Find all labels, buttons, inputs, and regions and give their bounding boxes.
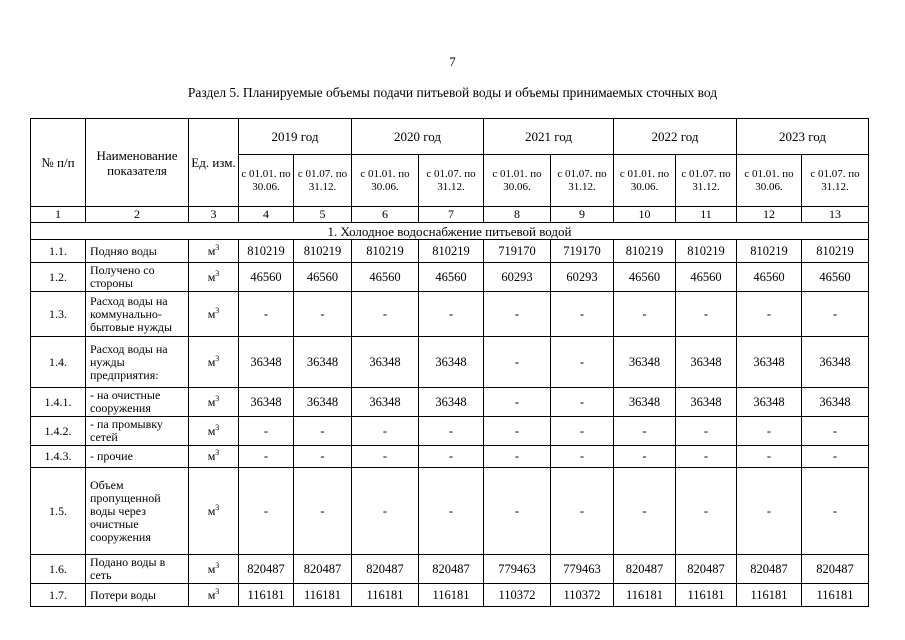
column-number: 2 (86, 207, 189, 223)
value-cell: - (551, 292, 614, 337)
value-cell: 116181 (352, 584, 419, 607)
unit-base: м (207, 394, 216, 409)
value-cell: - (239, 292, 294, 337)
value-cell: 116181 (419, 584, 484, 607)
page-number: 7 (449, 54, 456, 69)
table-row (31, 584, 869, 607)
value-cell: 820487 (676, 555, 737, 584)
column-number: 12 (737, 207, 802, 223)
row-number: 1.4.3. (31, 446, 86, 468)
value-cell: - (737, 417, 802, 446)
table-row (31, 337, 869, 388)
year-header-row (31, 119, 869, 155)
unit-cell (189, 468, 239, 555)
column-number: 8 (484, 207, 551, 223)
unit-base: м (207, 423, 216, 438)
unit-exponent: 3 (215, 502, 220, 512)
section-row (31, 223, 869, 240)
row-number: 1.3. (31, 292, 86, 337)
value-cell: - (484, 468, 551, 555)
unit-exponent: 3 (215, 560, 220, 570)
value-cell: - (551, 337, 614, 388)
value-cell: 46560 (614, 263, 676, 292)
value-cell: 116181 (294, 584, 352, 607)
year-header: 2021 год (484, 119, 614, 155)
column-number: 1 (31, 207, 86, 223)
value-cell: - (419, 417, 484, 446)
value-cell: - (419, 446, 484, 468)
unit-cell (189, 240, 239, 263)
value-cell: - (239, 468, 294, 555)
value-cell: 116181 (676, 584, 737, 607)
table-row (31, 292, 869, 337)
value-cell: - (551, 468, 614, 555)
unit-cell (189, 417, 239, 446)
value-cell: 810219 (294, 240, 352, 263)
value-cell: 116181 (802, 584, 869, 607)
unit-base: м (207, 243, 216, 258)
value-cell: 36348 (676, 388, 737, 417)
value-cell: 110372 (484, 584, 551, 607)
unit-exponent: 3 (215, 268, 220, 278)
table-row (31, 388, 869, 417)
value-cell: 36348 (737, 337, 802, 388)
value-cell: 60293 (484, 263, 551, 292)
column-number: 4 (239, 207, 294, 223)
value-cell: - (352, 417, 419, 446)
table-row (31, 468, 869, 555)
value-cell: 810219 (676, 240, 737, 263)
section-title: 1. Холодное водоснабжение питьевой водой (31, 223, 869, 240)
period-header: с 01.07. по 31.12. (551, 155, 614, 207)
row-number: 1.4.2. (31, 417, 86, 446)
unit-exponent: 3 (215, 353, 220, 363)
unit-exponent: 3 (215, 586, 220, 596)
value-cell: - (294, 292, 352, 337)
unit-base: м (207, 449, 216, 463)
unit-cell (189, 388, 239, 417)
value-cell: - (484, 292, 551, 337)
value-cell: 810219 (419, 240, 484, 263)
column-number: 5 (294, 207, 352, 223)
row-number: 1.7. (31, 584, 86, 607)
value-cell: - (294, 417, 352, 446)
period-header: с 01.01. по 30.06. (737, 155, 802, 207)
column-number: 10 (614, 207, 676, 223)
year-header: 2023 год (737, 119, 869, 155)
value-cell: - (737, 468, 802, 555)
unit-base: м (207, 354, 216, 369)
value-cell: - (239, 417, 294, 446)
value-cell: 116181 (614, 584, 676, 607)
unit-exponent: 3 (215, 448, 220, 457)
value-cell: - (614, 417, 676, 446)
period-header: с 01.07. по 31.12. (419, 155, 484, 207)
period-header: с 01.01. по 30.06. (614, 155, 676, 207)
water-volume-table (30, 118, 869, 607)
value-cell: - (551, 446, 614, 468)
value-cell: 36348 (676, 337, 737, 388)
value-cell: - (239, 446, 294, 468)
value-cell: 820487 (294, 555, 352, 584)
column-number: 6 (352, 207, 419, 223)
table-row (31, 263, 869, 292)
indicator-name: Подняо воды (86, 240, 189, 263)
unit-base: м (207, 561, 216, 576)
period-header: с 01.01. по 30.06. (239, 155, 294, 207)
value-cell: - (614, 446, 676, 468)
value-cell: 810219 (614, 240, 676, 263)
indicator-name: - прочие (86, 446, 189, 468)
value-cell: 46560 (239, 263, 294, 292)
value-cell: 36348 (352, 388, 419, 417)
value-cell: - (419, 292, 484, 337)
period-header: с 01.07. по 31.12. (676, 155, 737, 207)
period-header: с 01.07. по 31.12. (802, 155, 869, 207)
value-cell: 719170 (551, 240, 614, 263)
column-number: 9 (551, 207, 614, 223)
value-cell: 36348 (737, 388, 802, 417)
value-cell: - (802, 446, 869, 468)
value-cell: 719170 (484, 240, 551, 263)
value-cell: - (614, 292, 676, 337)
value-cell: - (294, 446, 352, 468)
period-header: с 01.01. по 30.06. (352, 155, 419, 207)
value-cell: 820487 (737, 555, 802, 584)
value-cell: 810219 (239, 240, 294, 263)
value-cell: 810219 (737, 240, 802, 263)
section-heading: Раздел 5. Планируемые объемы подачи питьевой воды и объемы принимаемых сточных вод (187, 85, 718, 100)
unit-exponent: 3 (215, 422, 220, 432)
value-cell: - (802, 468, 869, 555)
value-cell: - (737, 292, 802, 337)
value-cell: 36348 (419, 388, 484, 417)
unit-cell (189, 446, 239, 468)
value-cell: 820487 (352, 555, 419, 584)
value-cell: 36348 (802, 337, 869, 388)
value-cell: - (551, 417, 614, 446)
value-cell: 36348 (239, 337, 294, 388)
value-cell: 46560 (294, 263, 352, 292)
year-header: 2019 год (239, 119, 352, 155)
unit-exponent: 3 (215, 305, 220, 315)
indicator-name: - на очистные сооружения (86, 388, 189, 417)
value-cell: - (484, 337, 551, 388)
value-cell: 36348 (614, 337, 676, 388)
unit-base: м (207, 306, 216, 321)
value-cell: 46560 (676, 263, 737, 292)
unit-cell (189, 263, 239, 292)
value-cell: - (352, 446, 419, 468)
period-header: с 01.07. по 31.12. (294, 155, 352, 207)
indicator-name: Расход воды на нужды предприятия: (86, 337, 189, 388)
value-cell: - (676, 446, 737, 468)
value-cell: 46560 (802, 263, 869, 292)
unit-cell (189, 555, 239, 584)
row-number: 1.1. (31, 240, 86, 263)
indicator-name: - па промывку сетей (86, 417, 189, 446)
value-cell: 779463 (551, 555, 614, 584)
value-cell: - (419, 468, 484, 555)
table-row (31, 446, 869, 468)
value-cell: 820487 (419, 555, 484, 584)
unit-cell (189, 337, 239, 388)
value-cell: 116181 (239, 584, 294, 607)
row-number: 1.2. (31, 263, 86, 292)
unit-cell (189, 292, 239, 337)
period-header: с 01.01. по 30.06. (484, 155, 551, 207)
table-row (31, 555, 869, 584)
column-number: 3 (189, 207, 239, 223)
value-cell: 36348 (352, 337, 419, 388)
value-cell: - (352, 468, 419, 555)
indicator-name: Потери воды (86, 584, 189, 607)
value-cell: 36348 (239, 388, 294, 417)
indicator-name: Объем пропущенной воды через очистные сооружения (86, 468, 189, 555)
column-number: 11 (676, 207, 737, 223)
value-cell: 820487 (614, 555, 676, 584)
value-cell: - (294, 468, 352, 555)
unit-cell (189, 584, 239, 607)
value-cell: - (551, 388, 614, 417)
unit-base: м (207, 587, 216, 602)
year-header: 2020 год (352, 119, 484, 155)
value-cell: 36348 (294, 388, 352, 417)
indicator-name: Расход воды на коммунально-бытовые нужды (86, 292, 189, 337)
value-cell: 810219 (352, 240, 419, 263)
col-header-name: Наименование показателя (86, 119, 189, 207)
row-number: 1.4. (31, 337, 86, 388)
value-cell: - (802, 417, 869, 446)
col-header-no: № п/п (31, 119, 86, 207)
value-cell: - (737, 446, 802, 468)
col-header-unit: Ед. изм. (189, 119, 239, 207)
value-cell: - (484, 417, 551, 446)
year-header: 2022 год (614, 119, 737, 155)
row-number: 1.5. (31, 468, 86, 555)
value-cell: 46560 (352, 263, 419, 292)
value-cell: - (676, 417, 737, 446)
value-cell: 116181 (737, 584, 802, 607)
indicator-name: Подано воды в сеть (86, 555, 189, 584)
value-cell: - (352, 292, 419, 337)
unit-base: м (207, 503, 216, 518)
value-cell: 36348 (802, 388, 869, 417)
table-row (31, 417, 869, 446)
unit-base: м (207, 269, 216, 284)
value-cell: - (676, 468, 737, 555)
column-number: 7 (419, 207, 484, 223)
value-cell: - (802, 292, 869, 337)
value-cell: 36348 (294, 337, 352, 388)
row-number: 1.4.1. (31, 388, 86, 417)
value-cell: - (484, 446, 551, 468)
row-number: 1.6. (31, 555, 86, 584)
value-cell: 60293 (551, 263, 614, 292)
value-cell: 36348 (419, 337, 484, 388)
column-number: 13 (802, 207, 869, 223)
value-cell: 820487 (239, 555, 294, 584)
column-number-row (31, 207, 869, 223)
value-cell: 779463 (484, 555, 551, 584)
indicator-name: Получено со стороны (86, 263, 189, 292)
value-cell: 820487 (802, 555, 869, 584)
value-cell: 810219 (802, 240, 869, 263)
value-cell: 46560 (737, 263, 802, 292)
value-cell: 36348 (614, 388, 676, 417)
value-cell: - (676, 292, 737, 337)
value-cell: 46560 (419, 263, 484, 292)
value-cell: - (484, 388, 551, 417)
unit-exponent: 3 (215, 242, 220, 252)
value-cell: - (614, 468, 676, 555)
table-row (31, 240, 869, 263)
value-cell: 110372 (551, 584, 614, 607)
unit-exponent: 3 (215, 393, 220, 403)
